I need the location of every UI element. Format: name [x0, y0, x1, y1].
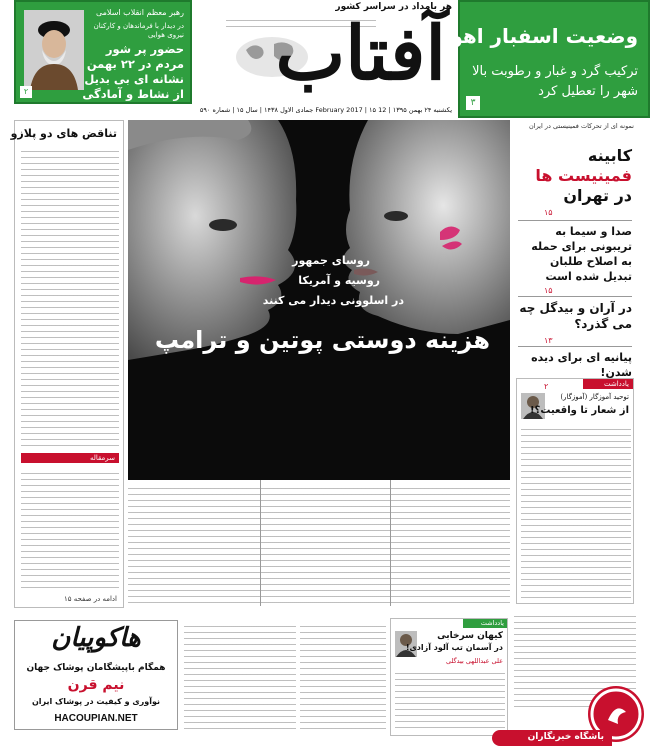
ad-url: HACOUPIAN.NET	[54, 713, 138, 724]
cover-body-text	[128, 484, 510, 604]
left-heading: تناقض های دو پلازو	[10, 127, 117, 140]
opinion-author: علی عبداللهی بیدگلی	[445, 657, 503, 665]
right-h4: پیانیه ای برای دیده شدن!	[531, 351, 632, 379]
leader-quote: حضور پر شور مردم در ۲۲ بهمن نشانه ای بی بدیل از نشاط و آمادگی ملت	[82, 42, 184, 116]
date-line: یکشنبه ۲۴ بهمن ۱۳۹۵ | 12 February 2017 | ۱۵ جمادی الاول ۱۴۳۸ | سال ۱۵ | شماره ۵۹۰	[199, 106, 452, 114]
opinion-kicker: یادداشت	[480, 619, 504, 627]
right-intro: نمونه ای از تحرکات فمینیستی در ایران	[529, 122, 634, 130]
cover-deck-1: روسای جمهور	[292, 254, 370, 267]
cover-body-divider	[260, 480, 261, 606]
right-column-box	[516, 378, 634, 604]
cover-deck-3: در اسلوونی دیدار می کنند	[262, 294, 404, 307]
logo: آفتاب	[275, 11, 446, 97]
box-body	[521, 425, 631, 599]
right-page-3: ۱۳	[544, 336, 553, 345]
opinion-title-1: کیهان سرخابی	[437, 631, 503, 641]
right-h3: در آران و بیدگل چه می گذرد؟	[519, 301, 632, 331]
columnist-name: توحید آموزگار (آموزگار)	[560, 393, 629, 401]
left-footer: ادامه در صفحه ۱۵	[64, 595, 117, 603]
ad-brand: هاکوپیان	[51, 623, 141, 653]
left-kicker: سرمقاله	[89, 454, 115, 462]
cover-deck-2: روسیه و آمریکا	[298, 274, 380, 287]
ahvaz-sub2: شهر را تعطیل کرد	[538, 84, 638, 99]
opinion-title-2: در آسمان تب آلود آزادی!	[405, 643, 503, 652]
cover-headline: هزینه دوستی پوتین و ترامپ	[154, 326, 490, 354]
right-page-2: ۱۵	[544, 286, 553, 295]
right-column	[514, 120, 636, 608]
leader-caption: رهبر معظم انقلاب اسلامی	[95, 8, 184, 17]
left-column	[10, 120, 124, 608]
bottom-text-b	[300, 622, 386, 732]
opinion-body	[395, 669, 505, 733]
ahvaz-sub1: ترکیب گرد و غبار و رطوبت بالا	[472, 64, 638, 79]
ad-line-2: نیم قرن	[67, 677, 125, 693]
portrait-icon	[24, 10, 84, 90]
box-heading: از شعار تا واقعیت؟!	[530, 405, 629, 416]
right-divider-2	[518, 296, 632, 297]
right-h1a: کابینه	[587, 146, 632, 165]
right-h1b: فمینیست ها	[535, 166, 632, 185]
left-body-1	[21, 147, 119, 447]
bottom-text-a	[184, 622, 296, 732]
page-number-right: ۳	[466, 96, 480, 110]
ahvaz-title: وضعیت اسفبار اهواز	[431, 24, 638, 48]
leader-photo	[24, 10, 84, 90]
logo-area	[186, 0, 458, 104]
ad-line-3: نوآوری و کیفیت در پوشاک ایران	[31, 697, 161, 706]
left-body-2	[21, 469, 119, 591]
slogan: هر بامداد در سراسر کشور	[335, 2, 452, 12]
leader-sub: در دیدار با فرماندهان و کارکنان نیروی هوایی	[93, 22, 184, 39]
right-h2: صدا و سیما به تریبونی برای حمله به اصلاح طلبان تبدیل شده است	[531, 225, 632, 283]
right-page-4: ۲	[544, 382, 549, 391]
opinion-kicker-bar	[463, 619, 507, 628]
page-number-left: ۲	[20, 86, 32, 98]
masthead	[0, 0, 650, 118]
watermark-bar	[492, 730, 612, 746]
right-page-1: ۱۵	[544, 208, 553, 217]
ahvaz-box	[431, 0, 650, 118]
right-h1c: در تهران	[563, 186, 632, 205]
right-divider-3	[518, 346, 632, 347]
cover-photo	[128, 120, 510, 480]
box-title: یادداشت	[604, 380, 629, 388]
left-kicker-bar	[21, 453, 119, 463]
cover-body-divider-2	[390, 480, 391, 606]
ad-hacoupian	[14, 620, 178, 730]
watermark-text: باشگاه خبرنگاران	[527, 732, 604, 742]
box-title-bar	[583, 379, 633, 389]
right-divider-1	[518, 220, 632, 221]
leader-box	[14, 0, 192, 116]
opinion-box	[390, 618, 508, 736]
ad-line-1: همگام باپیشگامان پوشاک جهان	[26, 663, 166, 673]
